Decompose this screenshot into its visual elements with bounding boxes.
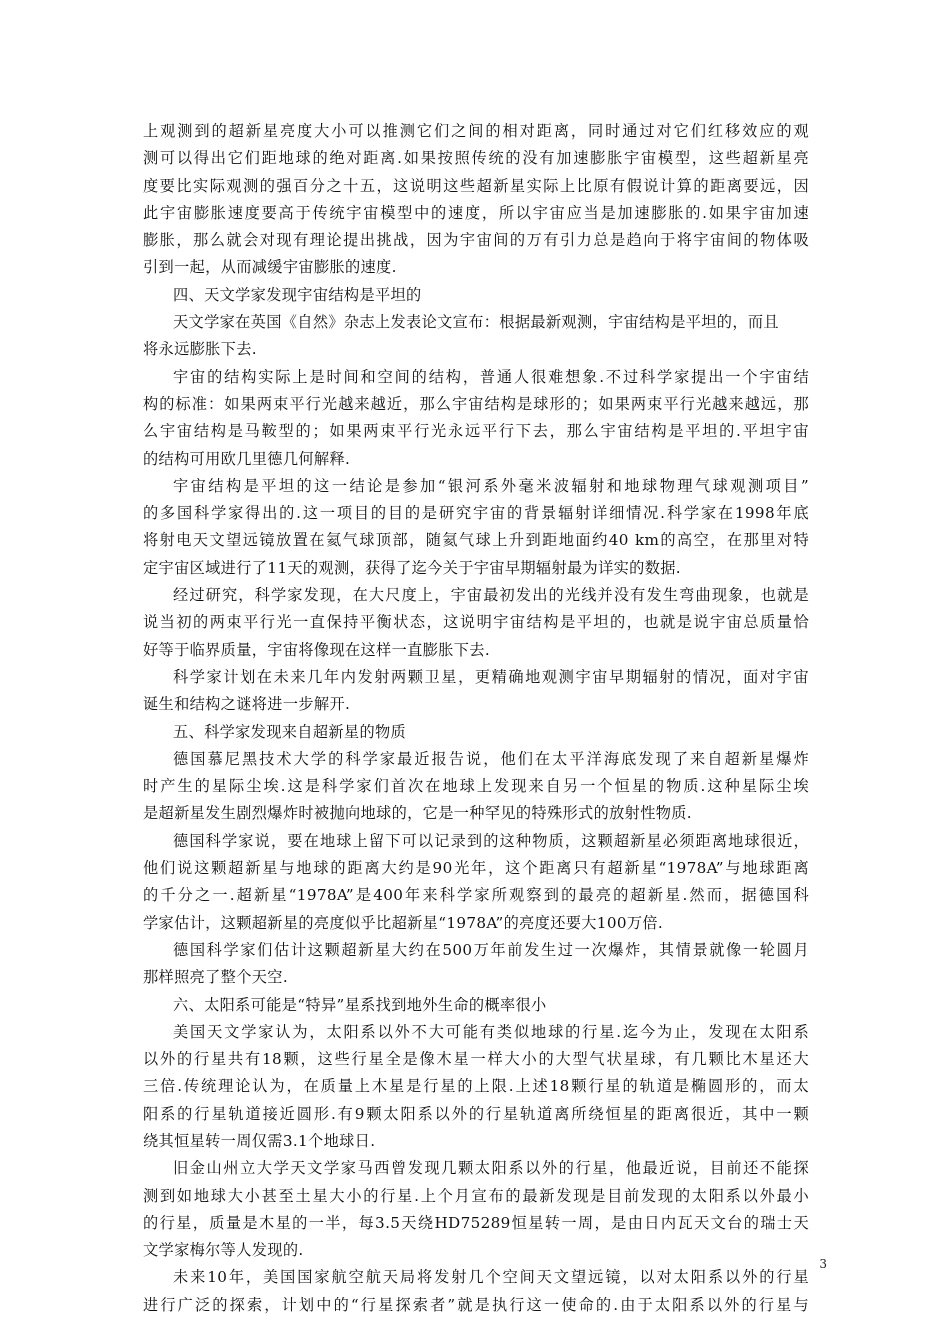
text-line: 的千分之一.超新星“1978A”是400年来科学家所观察到的最亮的超新星.然而，据德国科 — [143, 886, 809, 905]
text-line: 将永远膨胀下去. — [143, 340, 257, 359]
text-line: 旧金山州立大学天文学家马西曾发现几颗太阳系以外的行星，他最近说，目前还不能探 — [173, 1159, 809, 1178]
text-line: 将射电天文望远镜放置在氦气球顶部，随氦气球上升到距地面约40 km的高空，在那里对特 — [143, 531, 809, 550]
text-line: 学家估计，这颗超新星的亮度似乎比超新星“1978A”的亮度还要大100万倍. — [143, 913, 664, 932]
text-line: 德国慕尼黑技术大学的科学家最近报告说，他们在太平洋海底发现了来自超新星爆炸 — [173, 749, 809, 768]
document-body — [143, 118, 809, 1319]
text-line: 此宇宙膨胀速度要高于传统宇宙模型中的速度，所以宇宙应当是加速膨胀的.如果宇宙加速 — [143, 203, 809, 222]
text-line: 上观测到的超新星亮度大小可以推测它们之间的相对距离，同时通过对它们红移效应的观 — [143, 122, 809, 140]
text-line: 德国科学家们估计这颗超新星大约在500万年前发生过一次爆炸，其情景就像一轮圆月 — [173, 940, 809, 959]
text-line: 美国天文学家认为，太阳系以外不大可能有类似地球的行星.迄今为止，发现在太阳系 — [173, 1022, 809, 1041]
text-line: 定宇宙区域进行了11天的观测，获得了迄今关于宇宙早期辐射最为详实的数据. — [143, 558, 681, 577]
text-line: 阳系的行星轨道接近圆形.有9颗太阳系以外的行星轨道离所绕恒星的距离很近，其中一颗 — [143, 1104, 809, 1123]
text-line: 的结构可用欧几里德几何解释. — [143, 449, 351, 468]
text-line: 的多国科学家得出的.这一项目的目的是研究宇宙的背景辐射详细情况.科学家在1998年底 — [143, 504, 809, 523]
text-line: 文学家梅尔等人发现的. — [143, 1241, 304, 1260]
text-line: 科学家计划在未来几年内发射两颗卫星，更精确地观测宇宙早期辐射的情况，面对宇宙 — [173, 667, 809, 686]
text-line: 是超新星发生剧烈爆炸时被抛向地球的，它是一种罕见的特殊形式的放射性物质. — [143, 804, 692, 823]
text-line: 那样照亮了整个天空. — [143, 968, 289, 987]
text-line: 天文学家在英国《自然》杂志上发表论文宣布：根据最新观测，宇宙结构是平坦的，而且 — [173, 313, 779, 332]
text-line: 宇宙的结构实际上是时间和空间的结构，普通人很难想象.不过科学家提出一个宇宙结 — [173, 367, 809, 386]
page-number: 3 — [819, 1257, 827, 1271]
text-line: 以外的行星共有18颗，这些行星全是像木星一样大小的大型气状星球，有几颗比木星还大 — [143, 1050, 809, 1069]
text-line: 六、太阳系可能是“特异”星系找到地外生命的概率很小 — [173, 995, 547, 1014]
text-line: 度要比实际观测的强百分之十五，这说明这些超新星实际上比原有假说计算的距离要远，因 — [143, 176, 809, 195]
text-line: 进行广泛的探索，计划中的“行星探索者”就是执行这一使命的.由于太阳系以外的行星与 — [143, 1295, 809, 1314]
text-line: 三倍.传统理论认为，在质量上木星是行星的上限.上述18颗行星的轨道是椭圆形的，而太 — [143, 1077, 809, 1096]
text-line: 诞生和结构之谜将进一步解开. — [143, 695, 351, 714]
text-line: 构的标准：如果两束平行光越来越近，那么宇宙结构是球形的；如果两束平行光越来越远，那 — [143, 394, 809, 413]
text-line: 测可以得出它们距地球的绝对距离.如果按照传统的没有加速膨胀宇宙模型，这些超新星亮 — [143, 149, 809, 168]
text-line: 时产生的星际尘埃.这是科学家们首次在地球上发现来自另一个恒星的物质.这种星际尘埃 — [143, 777, 809, 796]
text-line: 么宇宙结构是马鞍型的；如果两束平行光永远平行下去，那么宇宙结构是平坦的.平坦宇宙 — [143, 422, 809, 441]
text-line: 五、科学家发现来自超新星的物质 — [173, 722, 407, 741]
text-line: 引到一起，从而减缓宇宙膨胀的速度. — [143, 258, 397, 277]
text-line: 德国科学家说，要在地球上留下可以记录到的这种物质，这颗超新星必须距离地球很近， — [173, 831, 809, 850]
text-line: 未来10年，美国国家航空航天局将发射几个空间天文望远镜，以对太阳系以外的行星 — [173, 1268, 809, 1287]
text-line: 好等于临界质量，宇宙将像现在这样一直膨胀下去. — [143, 640, 491, 659]
text-line: 的行星，质量是木星的一半，每3.5天绕HD75289恒星转一周，是由日内瓦天文台的瑞士天 — [143, 1213, 809, 1232]
text-line: 经过研究，科学家发现，在大尺度上，宇宙最初发出的光线并没有发生弯曲现象，也就是 — [173, 586, 809, 605]
text-line: 绕其恒星转一周仅需3.1个地球日. — [143, 1131, 376, 1150]
text-line: 说当初的两束平行光一直保持平衡状态，这说明宇宙结构是平坦的，也就是说宇宙总质量恰 — [143, 613, 809, 632]
text-line: 他们说这颗超新星与地球的距离大约是90光年，这个距离只有超新星“1978A”与地球距离 — [143, 859, 809, 878]
text-line: 四、天文学家发现宇宙结构是平坦的 — [173, 285, 422, 304]
text-line: 宇宙结构是平坦的这一结论是参加“银河系外毫米波辐射和地球物理气球观测项目” — [173, 476, 809, 495]
text-line: 膨胀，那么就会对现有理论提出挑战，因为宇宙间的万有引力总是趋向于将宇宙间的物体吸 — [143, 231, 809, 250]
text-line: 测到如地球大小甚至土星大小的行星.上个月宣布的最新发现是目前发现的太阳系以外最小 — [143, 1186, 809, 1205]
